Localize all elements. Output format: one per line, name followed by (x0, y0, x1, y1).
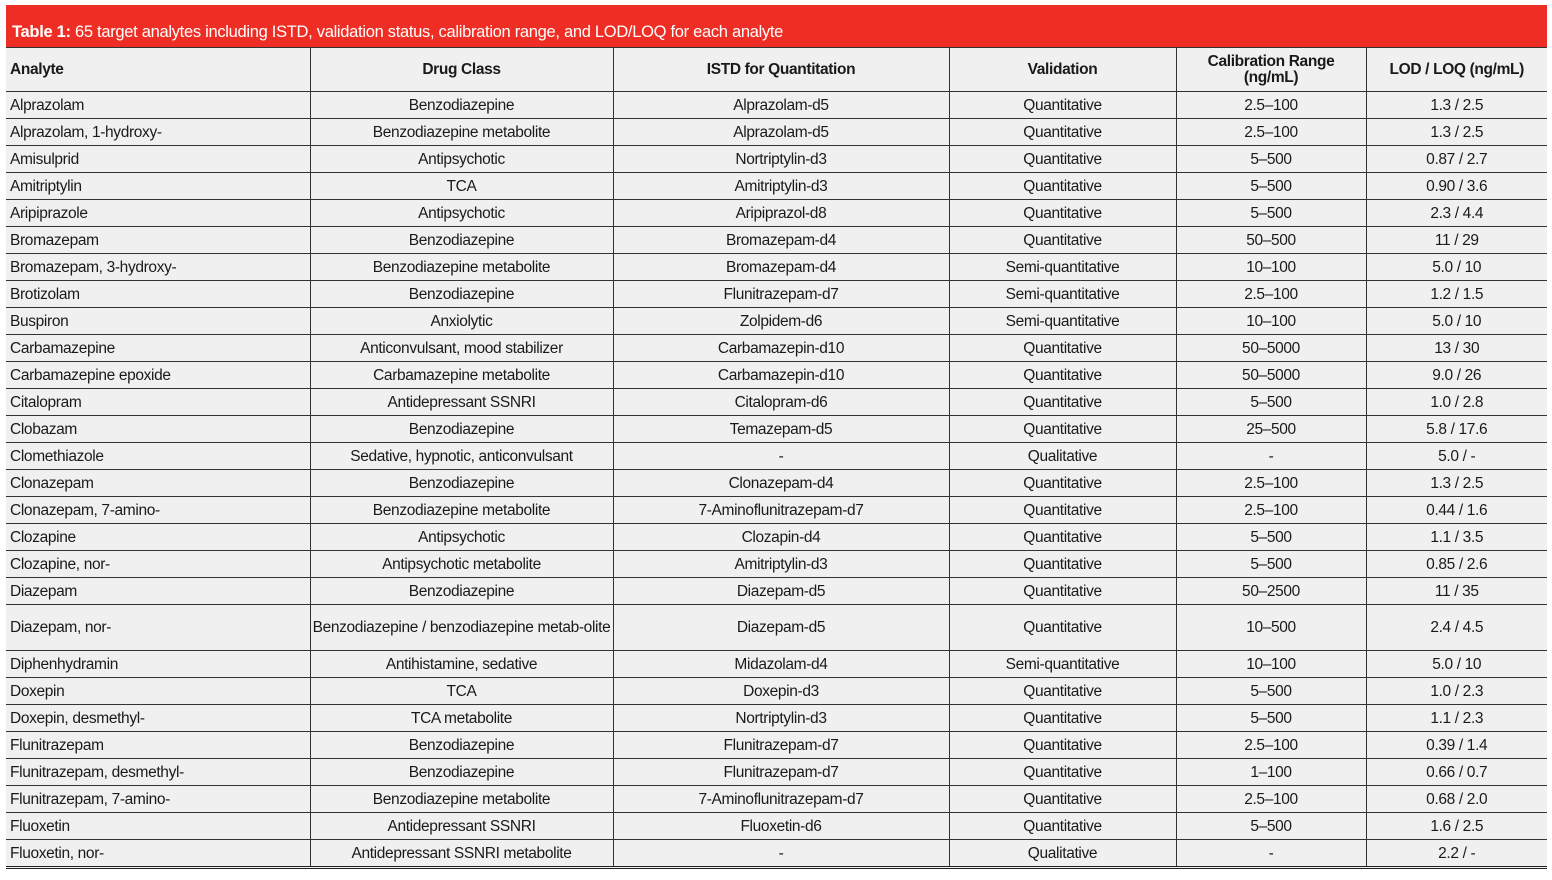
cell-calibration-range: 5–500 (1176, 705, 1366, 732)
cell-drug-class: Benzodiazepine (310, 759, 613, 786)
cell-validation: Quantitative (949, 362, 1176, 389)
cell-istd: Bromazepam-d4 (613, 227, 949, 254)
table-row (6, 524, 1547, 551)
caption-text: 65 target analytes including ISTD, validation status, calibration range, and LOD/LOQ for each analyte (70, 23, 784, 41)
cell-istd: Clonazepam-d4 (613, 470, 949, 497)
cell-analyte: Citalopram (6, 389, 310, 416)
cell-calibration-range: 5–500 (1176, 551, 1366, 578)
table-row (6, 605, 1547, 651)
cell-validation: Quantitative (949, 786, 1176, 813)
cell-analyte: Clozapine (6, 524, 310, 551)
cell-istd: Clozapin-d4 (613, 524, 949, 551)
cell-calibration-range: 2.5–100 (1176, 119, 1366, 146)
table-caption (6, 5, 1547, 47)
cell-lod-loq: 11 / 35 (1366, 578, 1547, 605)
cell-istd: - (613, 840, 949, 868)
cell-calibration-range: 50–500 (1176, 227, 1366, 254)
cell-validation: Quantitative (949, 497, 1176, 524)
cell-drug-class: Benzodiazepine (310, 732, 613, 759)
cell-validation: Quantitative (949, 119, 1176, 146)
cell-analyte: Flunitrazepam (6, 732, 310, 759)
cell-istd: Aripiprazol-d8 (613, 200, 949, 227)
cell-drug-class: Benzodiazepine (310, 92, 613, 119)
table-row (6, 308, 1547, 335)
cell-lod-loq: 13 / 30 (1366, 335, 1547, 362)
table-header-row (6, 48, 1547, 92)
column-header-calibration-range: Calibration Range (ng/mL) (1176, 48, 1366, 92)
cell-lod-loq: 5.0 / 10 (1366, 308, 1547, 335)
table-row (6, 119, 1547, 146)
cell-lod-loq: 2.4 / 4.5 (1366, 605, 1547, 651)
cell-istd: Flunitrazepam-d7 (613, 732, 949, 759)
cell-drug-class: Benzodiazepine (310, 578, 613, 605)
table-row (6, 335, 1547, 362)
cell-validation: Quantitative (949, 551, 1176, 578)
cell-calibration-range: 10–500 (1176, 605, 1366, 651)
cell-analyte: Clonazepam (6, 470, 310, 497)
cell-calibration-range: 2.5–100 (1176, 497, 1366, 524)
cell-drug-class: Antidepressant SSNRI (310, 389, 613, 416)
cell-lod-loq: 0.85 / 2.6 (1366, 551, 1547, 578)
cell-validation: Semi-quantitative (949, 308, 1176, 335)
cell-lod-loq: 0.68 / 2.0 (1366, 786, 1547, 813)
cell-lod-loq: 1.0 / 2.8 (1366, 389, 1547, 416)
cell-analyte: Amitriptylin (6, 173, 310, 200)
cell-istd: Flunitrazepam-d7 (613, 759, 949, 786)
cell-lod-loq: 1.2 / 1.5 (1366, 281, 1547, 308)
cell-istd: Zolpidem-d6 (613, 308, 949, 335)
cell-validation: Quantitative (949, 524, 1176, 551)
cell-analyte: Diphenhydramin (6, 651, 310, 678)
cell-lod-loq: 5.0 / 10 (1366, 651, 1547, 678)
cell-validation: Quantitative (949, 759, 1176, 786)
cell-calibration-range: 1–100 (1176, 759, 1366, 786)
cell-analyte: Doxepin, desmethyl- (6, 705, 310, 732)
cell-drug-class: Benzodiazepine (310, 281, 613, 308)
cell-analyte: Bromazepam (6, 227, 310, 254)
cell-calibration-range: 5–500 (1176, 678, 1366, 705)
cell-calibration-range: 2.5–100 (1176, 281, 1366, 308)
cell-analyte: Aripiprazole (6, 200, 310, 227)
cell-calibration-range: 10–100 (1176, 651, 1366, 678)
table-row (6, 92, 1547, 119)
cell-drug-class: Carbamazepine metabolite (310, 362, 613, 389)
table-row (6, 551, 1547, 578)
cell-lod-loq: 11 / 29 (1366, 227, 1547, 254)
cell-lod-loq: 2.2 / - (1366, 840, 1547, 868)
cell-drug-class: Sedative, hypnotic, anticonvulsant (310, 443, 613, 470)
cell-analyte: Clozapine, nor- (6, 551, 310, 578)
cell-drug-class: TCA metabolite (310, 705, 613, 732)
cell-drug-class: Benzodiazepine metabolite (310, 497, 613, 524)
cell-lod-loq: 0.66 / 0.7 (1366, 759, 1547, 786)
cell-lod-loq: 1.6 / 2.5 (1366, 813, 1547, 840)
table-row (6, 651, 1547, 678)
cell-calibration-range: 50–2500 (1176, 578, 1366, 605)
table-row (6, 254, 1547, 281)
column-header-analyte: Analyte (6, 48, 310, 92)
cell-analyte: Carbamazepine epoxide (6, 362, 310, 389)
cell-analyte: Alprazolam, 1-hydroxy- (6, 119, 310, 146)
cell-validation: Quantitative (949, 416, 1176, 443)
column-header-istd: ISTD for Quantitation (613, 48, 949, 92)
cell-istd: Bromazepam-d4 (613, 254, 949, 281)
cell-drug-class: Benzodiazepine (310, 227, 613, 254)
table-row (6, 173, 1547, 200)
cell-drug-class: TCA (310, 678, 613, 705)
cell-drug-class: Antipsychotic metabolite (310, 551, 613, 578)
cell-analyte: Clomethiazole (6, 443, 310, 470)
cell-validation: Quantitative (949, 605, 1176, 651)
table-row (6, 759, 1547, 786)
cell-validation: Quantitative (949, 335, 1176, 362)
cell-calibration-range: 5–500 (1176, 813, 1366, 840)
cell-validation: Qualitative (949, 840, 1176, 868)
cell-calibration-range: 50–5000 (1176, 335, 1366, 362)
cell-analyte: Diazepam (6, 578, 310, 605)
cell-istd: Fluoxetin-d6 (613, 813, 949, 840)
cell-istd: Carbamazepin-d10 (613, 335, 949, 362)
cell-lod-loq: 0.44 / 1.6 (1366, 497, 1547, 524)
cell-drug-class: Benzodiazepine metabolite (310, 119, 613, 146)
cell-analyte: Carbamazepine (6, 335, 310, 362)
cell-calibration-range: 50–5000 (1176, 362, 1366, 389)
cell-lod-loq: 1.3 / 2.5 (1366, 92, 1547, 119)
cell-analyte: Brotizolam (6, 281, 310, 308)
cell-lod-loq: 0.90 / 3.6 (1366, 173, 1547, 200)
cell-calibration-range: 5–500 (1176, 173, 1366, 200)
cell-analyte: Diazepam, nor- (6, 605, 310, 651)
column-header-drug-class: Drug Class (310, 48, 613, 92)
table-row (6, 146, 1547, 173)
cell-validation: Quantitative (949, 732, 1176, 759)
caption-label: Table 1: (12, 23, 71, 41)
cell-drug-class: Anticonvulsant, mood stabilizer (310, 335, 613, 362)
cell-drug-class: Antihistamine, sedative (310, 651, 613, 678)
cell-validation: Quantitative (949, 92, 1176, 119)
cell-lod-loq: 5.8 / 17.6 (1366, 416, 1547, 443)
cell-istd: Nortriptylin-d3 (613, 705, 949, 732)
cell-lod-loq: 0.87 / 2.7 (1366, 146, 1547, 173)
cell-calibration-range: - (1176, 840, 1366, 868)
cell-analyte: Clonazepam, 7-amino- (6, 497, 310, 524)
cell-validation: Quantitative (949, 389, 1176, 416)
cell-drug-class: Antipsychotic (310, 200, 613, 227)
cell-istd: Alprazolam-d5 (613, 92, 949, 119)
cell-drug-class: TCA (310, 173, 613, 200)
cell-drug-class: Antidepressant SSNRI metabolite (310, 840, 613, 868)
cell-drug-class: Benzodiazepine metabolite (310, 254, 613, 281)
cell-analyte: Alprazolam (6, 92, 310, 119)
cell-calibration-range: 10–100 (1176, 254, 1366, 281)
cell-lod-loq: 5.0 / 10 (1366, 254, 1547, 281)
cell-analyte: Bromazepam, 3-hydroxy- (6, 254, 310, 281)
cell-analyte: Clobazam (6, 416, 310, 443)
table-row (6, 362, 1547, 389)
cell-istd: Alprazolam-d5 (613, 119, 949, 146)
cell-lod-loq: 5.0 / - (1366, 443, 1547, 470)
table-row (6, 732, 1547, 759)
cell-analyte: Flunitrazepam, desmethyl- (6, 759, 310, 786)
cell-lod-loq: 0.39 / 1.4 (1366, 732, 1547, 759)
cell-analyte: Fluoxetin (6, 813, 310, 840)
cell-drug-class: Anxiolytic (310, 308, 613, 335)
cell-calibration-range: 5–500 (1176, 146, 1366, 173)
cell-validation: Quantitative (949, 813, 1176, 840)
table-row (6, 443, 1547, 470)
cell-istd: - (613, 443, 949, 470)
cell-calibration-range: 5–500 (1176, 200, 1366, 227)
cell-calibration-range: 10–100 (1176, 308, 1366, 335)
cell-istd: Nortriptylin-d3 (613, 146, 949, 173)
column-header-lod-loq: LOD / LOQ (ng/mL) (1366, 48, 1547, 92)
table-row (6, 470, 1547, 497)
table-row (6, 497, 1547, 524)
cell-istd: Diazepam-d5 (613, 578, 949, 605)
cell-validation: Semi-quantitative (949, 651, 1176, 678)
cell-lod-loq: 2.3 / 4.4 (1366, 200, 1547, 227)
table-row (6, 786, 1547, 813)
cell-istd: Temazepam-d5 (613, 416, 949, 443)
table-row (6, 578, 1547, 605)
cell-calibration-range: 5–500 (1176, 524, 1366, 551)
column-header-validation: Validation (949, 48, 1176, 92)
cell-istd: Citalopram-d6 (613, 389, 949, 416)
cell-drug-class: Benzodiazepine / benzodiazepine metab-olite (310, 605, 613, 651)
cell-lod-loq: 1.1 / 2.3 (1366, 705, 1547, 732)
table-row (6, 705, 1547, 732)
cell-analyte: Amisulprid (6, 146, 310, 173)
cell-validation: Semi-quantitative (949, 281, 1176, 308)
cell-istd: Carbamazepin-d10 (613, 362, 949, 389)
cell-calibration-range: 2.5–100 (1176, 92, 1366, 119)
cell-validation: Quantitative (949, 470, 1176, 497)
cell-drug-class: Antidepressant SSNRI (310, 813, 613, 840)
cell-validation: Semi-quantitative (949, 254, 1176, 281)
cell-istd: Doxepin-d3 (613, 678, 949, 705)
table-row (6, 200, 1547, 227)
cell-istd: Flunitrazepam-d7 (613, 281, 949, 308)
cell-calibration-range: 25–500 (1176, 416, 1366, 443)
cell-validation: Quantitative (949, 578, 1176, 605)
cell-validation: Qualitative (949, 443, 1176, 470)
table-row (6, 813, 1547, 840)
cell-calibration-range: 2.5–100 (1176, 470, 1366, 497)
table-row (6, 678, 1547, 705)
cell-validation: Quantitative (949, 227, 1176, 254)
cell-drug-class: Benzodiazepine (310, 470, 613, 497)
cell-lod-loq: 1.0 / 2.3 (1366, 678, 1547, 705)
analytes-table (6, 47, 1547, 869)
cell-lod-loq: 1.3 / 2.5 (1366, 470, 1547, 497)
cell-lod-loq: 1.3 / 2.5 (1366, 119, 1547, 146)
cell-validation: Quantitative (949, 705, 1176, 732)
cell-istd: Amitriptylin-d3 (613, 173, 949, 200)
cell-validation: Quantitative (949, 173, 1176, 200)
cell-lod-loq: 1.1 / 3.5 (1366, 524, 1547, 551)
table-container (6, 5, 1547, 869)
cell-drug-class: Antipsychotic (310, 146, 613, 173)
cell-istd: Diazepam-d5 (613, 605, 949, 651)
cell-istd: Amitriptylin-d3 (613, 551, 949, 578)
cell-drug-class: Antipsychotic (310, 524, 613, 551)
cell-analyte: Buspiron (6, 308, 310, 335)
cell-calibration-range: - (1176, 443, 1366, 470)
cell-drug-class: Benzodiazepine metabolite (310, 786, 613, 813)
table-row (6, 389, 1547, 416)
cell-istd: Midazolam-d4 (613, 651, 949, 678)
cell-calibration-range: 5–500 (1176, 389, 1366, 416)
cell-analyte: Doxepin (6, 678, 310, 705)
cell-validation: Quantitative (949, 678, 1176, 705)
table-row (6, 416, 1547, 443)
cell-istd: 7-Aminoflunitrazepam-d7 (613, 497, 949, 524)
cell-analyte: Fluoxetin, nor- (6, 840, 310, 868)
cell-istd: 7-Aminoflunitrazepam-d7 (613, 786, 949, 813)
cell-validation: Quantitative (949, 200, 1176, 227)
cell-calibration-range: 2.5–100 (1176, 786, 1366, 813)
cell-drug-class: Benzodiazepine (310, 416, 613, 443)
cell-analyte: Flunitrazepam, 7-amino- (6, 786, 310, 813)
cell-validation: Quantitative (949, 146, 1176, 173)
cell-lod-loq: 9.0 / 26 (1366, 362, 1547, 389)
cell-calibration-range: 2.5–100 (1176, 732, 1366, 759)
table-row (6, 840, 1547, 868)
table-row (6, 281, 1547, 308)
table-row (6, 227, 1547, 254)
